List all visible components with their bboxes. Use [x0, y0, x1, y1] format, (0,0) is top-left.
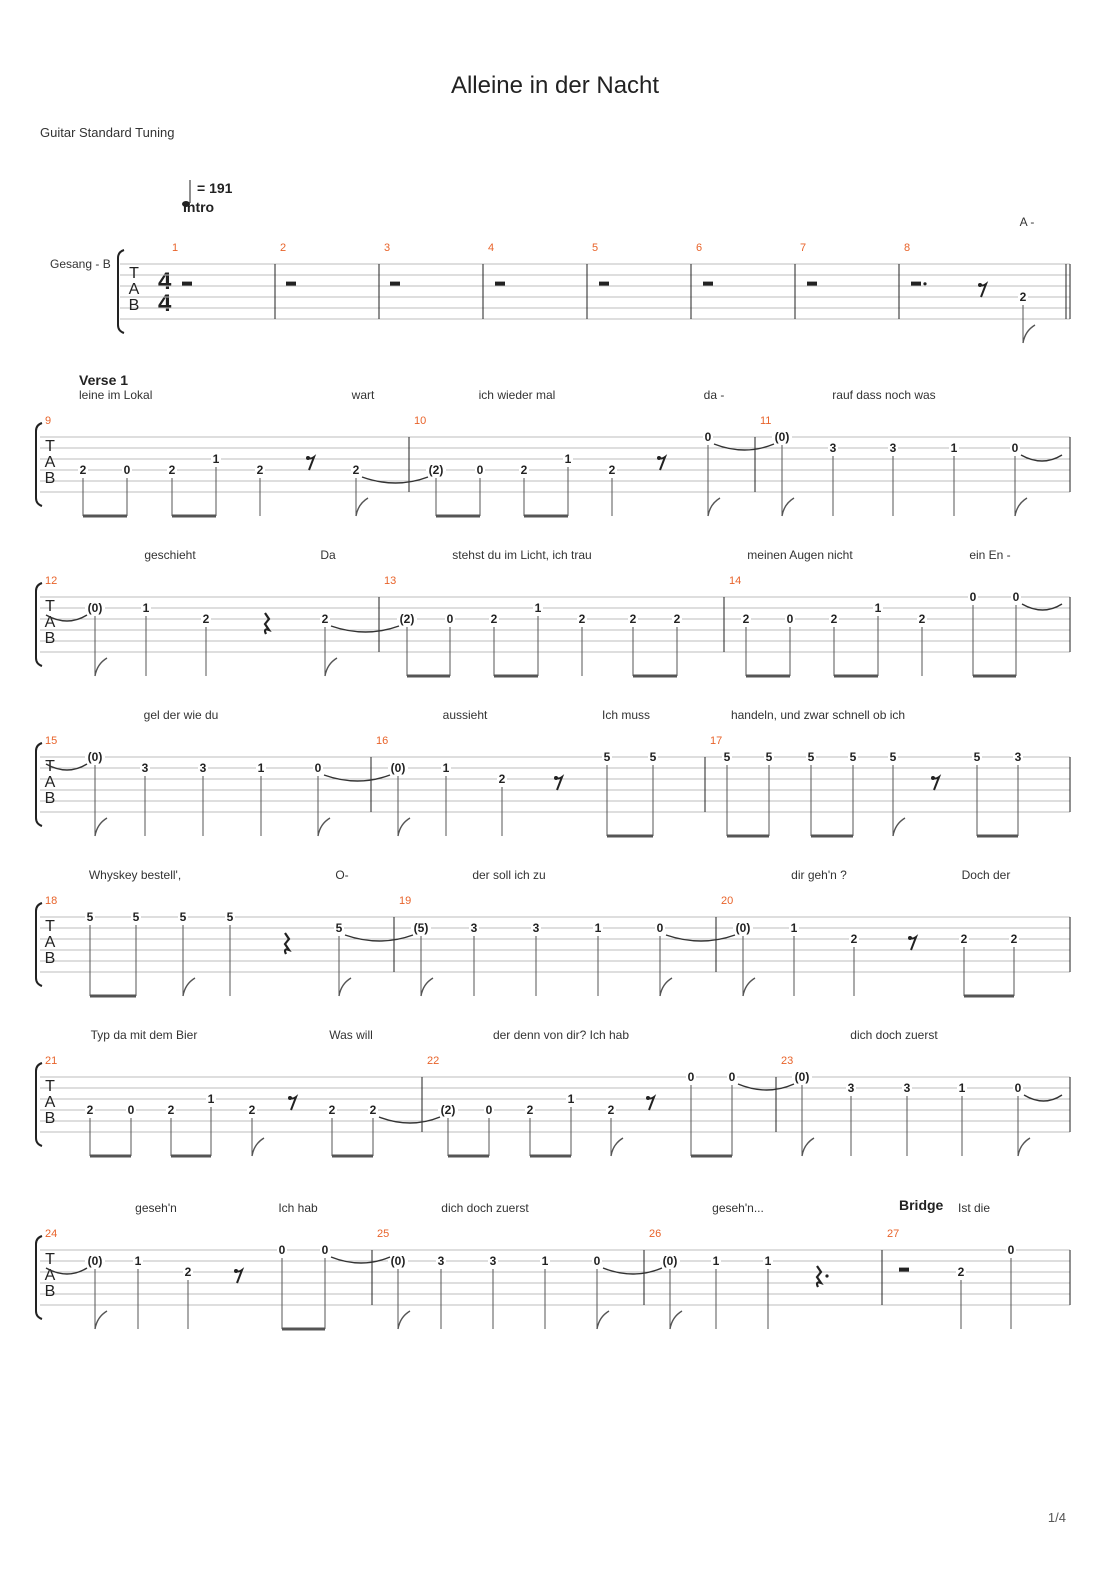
fret-number: 5: [889, 750, 897, 764]
lyric-syllable: aussieht: [442, 708, 488, 722]
fret-number: 2: [830, 612, 838, 626]
fret-number: 0: [656, 921, 664, 935]
fret-number: 2: [957, 1265, 965, 1279]
tie-arc: [331, 626, 399, 632]
lyric-syllable: der denn von dir? Ich hab: [492, 1028, 630, 1042]
fret-number: 1: [790, 921, 798, 935]
fret-number: 3: [829, 441, 837, 455]
fret-number: 3: [532, 921, 540, 935]
fret-number: 0: [1011, 441, 1019, 455]
eighth-rest-dot: [931, 776, 935, 780]
system-bracket: [36, 423, 42, 506]
fret-number: 2: [1019, 290, 1027, 304]
fret-number: 1: [212, 452, 220, 466]
lyric-syllable: Was will: [329, 1028, 373, 1042]
fret-number: 5: [973, 750, 981, 764]
fret-number: 3: [141, 761, 149, 775]
fret-number: 2: [1010, 932, 1018, 946]
tab-clef-letter: A: [44, 774, 56, 791]
fret-number: (0): [87, 601, 103, 615]
track-label: Gesang - B: [50, 257, 111, 271]
lyric-syllable: Ist die: [957, 1201, 991, 1215]
fret-number: 3: [489, 1254, 497, 1268]
measure-number: 10: [414, 415, 427, 427]
eighth-rest-dot: [234, 1269, 238, 1273]
half-rest: [807, 282, 817, 286]
half-rest: [286, 282, 296, 286]
tie-arc: [362, 477, 428, 483]
lyric-syllable: leine im Lokal: [79, 388, 153, 402]
lyric-syllable: Da: [320, 548, 336, 562]
tie-arc: [324, 775, 390, 781]
fret-number: 3: [903, 1081, 911, 1095]
fret-number: 0: [1012, 590, 1020, 604]
eighth-rest-dot: [554, 776, 558, 780]
lyric-syllable: Typ da mit dem Bier: [90, 1028, 198, 1042]
note-flag: [95, 818, 107, 836]
tie-arc: [331, 1257, 390, 1263]
system-bracket: [36, 1236, 42, 1319]
lyric-syllable: dich doch zuerst: [850, 1028, 938, 1042]
fret-number: 0: [476, 463, 484, 477]
fret-number: 2: [168, 463, 176, 477]
lyric-syllable: stehst du im Licht, ich trau: [452, 548, 592, 562]
measure-number: 19: [399, 895, 412, 907]
quarter-rest: [265, 613, 269, 634]
note-flag: [252, 1138, 264, 1156]
fret-number: 1: [142, 601, 150, 615]
quarter-rest: [285, 933, 289, 954]
fret-number: 2: [960, 932, 968, 946]
fret-number: (0): [87, 1254, 103, 1268]
lyric-syllable: Ich muss: [601, 708, 651, 722]
fret-number: 0: [314, 761, 322, 775]
fret-number: 2: [578, 612, 586, 626]
fret-number: (0): [735, 921, 751, 935]
system-bracket: [36, 583, 42, 666]
half-rest: [899, 1268, 909, 1272]
fret-number: 0: [1007, 1243, 1015, 1257]
fret-number: 0: [321, 1243, 329, 1257]
fret-number: 1: [764, 1254, 772, 1268]
measure-number: 15: [45, 735, 58, 747]
measure-number: 21: [45, 1055, 58, 1067]
fret-number: (5): [413, 921, 429, 935]
note-flag: [660, 978, 672, 996]
lyric-syllable: gel der wie du: [143, 708, 219, 722]
section-label-intro: Intro: [183, 199, 215, 215]
fret-number: 1: [950, 441, 958, 455]
tab-clef-letter: T: [45, 1078, 55, 1095]
fret-number: 2: [248, 1103, 256, 1117]
fret-number: 0: [123, 463, 131, 477]
fret-number: 1: [958, 1081, 966, 1095]
tab-clef-letter: B: [44, 630, 56, 647]
fret-number: 2: [369, 1103, 377, 1117]
fret-number: 2: [202, 612, 210, 626]
measure-number: 3: [384, 242, 391, 254]
fret-number: 3: [437, 1254, 445, 1268]
tab-clef-letter: B: [44, 470, 56, 487]
half-rest: [495, 282, 505, 286]
tab-clef-letter: A: [44, 1094, 56, 1111]
fret-number: (2): [428, 463, 444, 477]
note-flag: [708, 498, 720, 516]
tie-arc: [666, 935, 735, 941]
lyric-syllable: meinen Augen nicht: [747, 548, 853, 562]
fret-number: 1: [134, 1254, 142, 1268]
fret-number: 5: [765, 750, 773, 764]
time-signature-top: 4: [158, 268, 172, 295]
fret-number: 5: [723, 750, 731, 764]
fret-number: (2): [440, 1103, 456, 1117]
tie-arc: [345, 935, 413, 941]
system-bracket: [36, 903, 42, 986]
time-signature-bottom: 4: [158, 290, 172, 317]
fret-number: 1: [541, 1254, 549, 1268]
fret-number: 0: [969, 590, 977, 604]
fret-number: 3: [889, 441, 897, 455]
fret-number: 2: [352, 463, 360, 477]
note-flag: [611, 1138, 623, 1156]
fret-number: 5: [649, 750, 657, 764]
fret-number: 5: [226, 910, 234, 924]
lyric-syllable: Ich hab: [278, 1201, 318, 1215]
fret-number: 2: [629, 612, 637, 626]
note-flag: [95, 658, 107, 676]
note-flag: [356, 498, 368, 516]
fret-number: 5: [335, 921, 343, 935]
lyric-syllable: da -: [703, 388, 725, 402]
tab-clef-letter: T: [45, 918, 55, 935]
fret-number: 5: [849, 750, 857, 764]
lyric-syllable: geseh'n: [135, 1201, 177, 1215]
eighth-rest-dot: [978, 283, 982, 287]
measure-number: 24: [45, 1228, 58, 1240]
fret-number: 2: [490, 612, 498, 626]
tie-arc: [1024, 1095, 1062, 1101]
system-bracket: [36, 743, 42, 826]
fret-number: 2: [526, 1103, 534, 1117]
lyric-syllable: ich wieder mal: [478, 388, 556, 402]
quarter-rest: [817, 1266, 821, 1287]
fret-number: (0): [87, 750, 103, 764]
fret-number: (0): [774, 430, 790, 444]
fret-number: 2: [918, 612, 926, 626]
note-flag: [398, 1311, 410, 1329]
measure-number: 11: [760, 415, 772, 427]
fret-number: 1: [442, 761, 450, 775]
fret-number: (0): [794, 1070, 810, 1084]
fret-number: 5: [86, 910, 94, 924]
lyric-syllable: A -: [1019, 215, 1035, 229]
fret-number: 0: [687, 1070, 695, 1084]
note-flag: [421, 978, 433, 996]
fret-number: 2: [184, 1265, 192, 1279]
measure-number: 26: [649, 1228, 662, 1240]
fret-number: (0): [390, 1254, 406, 1268]
measure-number: 13: [384, 575, 397, 587]
measure-number: 8: [904, 242, 911, 254]
fret-number: (0): [662, 1254, 678, 1268]
measure-number: 14: [729, 575, 742, 587]
lyric-syllable: wart: [351, 388, 375, 402]
measure-number: 25: [377, 1228, 390, 1240]
half-rest: [390, 282, 400, 286]
fret-number: 0: [593, 1254, 601, 1268]
note-flag: [743, 978, 755, 996]
section-label-bridge: Bridge: [899, 1197, 944, 1213]
eighth-rest-dot: [657, 456, 661, 460]
tab-clef-letter: B: [128, 297, 140, 314]
tab-clef-letter: B: [44, 1110, 56, 1127]
lyric-syllable: handeln, und zwar schnell ob ich: [730, 708, 906, 722]
note-flag: [782, 498, 794, 516]
fret-number: 0: [728, 1070, 736, 1084]
lyric-syllable: O-: [335, 868, 349, 882]
half-rest: [703, 282, 713, 286]
tab-clef-letter: A: [44, 1267, 56, 1284]
lyric-syllable: geschieht: [144, 548, 196, 562]
fret-number: 0: [446, 612, 454, 626]
fret-number: 0: [786, 612, 794, 626]
fret-number: 0: [278, 1243, 286, 1257]
tuning-label: Guitar Standard Tuning: [40, 125, 175, 140]
measure-number: 12: [45, 575, 58, 587]
measure-number: 20: [721, 895, 734, 907]
system-bracket: [36, 1063, 42, 1146]
measure-number: 5: [592, 242, 599, 254]
fret-number: 2: [742, 612, 750, 626]
tab-clef-letter: A: [128, 281, 140, 298]
fret-number: 5: [603, 750, 611, 764]
tab-clef-letter: B: [44, 950, 56, 967]
lyric-syllable: rauf dass noch was: [832, 388, 936, 402]
note-flag: [1023, 325, 1035, 343]
measure-number: 4: [488, 242, 495, 254]
fret-number: 2: [850, 932, 858, 946]
tab-clef-letter: A: [44, 454, 56, 471]
tab-clef-letter: B: [44, 1283, 56, 1300]
fret-number: 1: [567, 1092, 575, 1106]
rest-dot: [825, 1274, 828, 1277]
page-number: 1/4: [1047, 1510, 1066, 1525]
measure-number: 23: [781, 1055, 794, 1067]
fret-number: 2: [608, 463, 616, 477]
tie-arc: [1021, 455, 1062, 461]
half-rest: [599, 282, 609, 286]
tab-clef-letter: A: [44, 614, 56, 631]
tempo-marking: = 191: [197, 180, 233, 196]
fret-number: 0: [704, 430, 712, 444]
tab-clef-letter: T: [45, 598, 55, 615]
fret-number: 5: [807, 750, 815, 764]
fret-number: 3: [847, 1081, 855, 1095]
song-title: Alleine in der Nacht: [450, 72, 660, 99]
fret-number: 1: [257, 761, 265, 775]
fret-number: 1: [594, 921, 602, 935]
fret-number: 5: [132, 910, 140, 924]
eighth-rest-dot: [306, 456, 310, 460]
note-flag: [339, 978, 351, 996]
measure-number: 16: [376, 735, 389, 747]
note-flag: [183, 978, 195, 996]
fret-number: 0: [1014, 1081, 1022, 1095]
lyric-syllable: Doch der: [961, 868, 1011, 882]
note-flag: [325, 658, 337, 676]
note-flag: [318, 818, 330, 836]
measure-number: 9: [45, 415, 52, 427]
tab-clef-letter: B: [44, 790, 56, 807]
tie-arc: [379, 1117, 440, 1123]
fret-number: 1: [564, 452, 572, 466]
fret-number: 5: [179, 910, 187, 924]
note-flag: [1018, 1138, 1030, 1156]
fret-number: 3: [470, 921, 478, 935]
half-rest: [182, 282, 192, 286]
fret-number: 1: [534, 601, 542, 615]
section-label-verse: Verse 1: [79, 372, 129, 388]
fret-number: 1: [712, 1254, 720, 1268]
fret-number: 2: [321, 612, 329, 626]
fret-number: 1: [874, 601, 882, 615]
measure-number: 1: [172, 242, 179, 254]
tie-arc: [603, 1268, 662, 1274]
measure-number: 22: [427, 1055, 440, 1067]
measure-number: 6: [696, 242, 703, 254]
rest-dot: [923, 282, 926, 285]
fret-number: 2: [328, 1103, 336, 1117]
tab-clef-letter: T: [45, 758, 55, 775]
note-flag: [597, 1311, 609, 1329]
lyric-syllable: dir geh'n ?: [791, 868, 847, 882]
fret-number: 2: [498, 772, 506, 786]
tab-clef-letter: T: [45, 438, 55, 455]
fret-number: 2: [256, 463, 264, 477]
eighth-rest-dot: [288, 1096, 292, 1100]
note-flag: [893, 818, 905, 836]
eighth-rest-dot: [908, 936, 912, 940]
fret-number: 1: [207, 1092, 215, 1106]
tie-arc: [1022, 604, 1062, 610]
fret-number: (2): [399, 612, 415, 626]
fret-number: 2: [167, 1103, 175, 1117]
lyric-syllable: geseh'n...: [712, 1201, 764, 1215]
lyric-syllable: dich doch zuerst: [441, 1201, 529, 1215]
note-flag: [1015, 498, 1027, 516]
tab-clef-letter: A: [44, 934, 56, 951]
tab-clef-letter: T: [129, 265, 139, 282]
fret-number: (0): [390, 761, 406, 775]
fret-number: 3: [1014, 750, 1022, 764]
eighth-rest-dot: [646, 1096, 650, 1100]
note-flag: [398, 818, 410, 836]
fret-number: 2: [607, 1103, 615, 1117]
measure-number: 27: [887, 1228, 900, 1240]
fret-number: 3: [199, 761, 207, 775]
note-flag: [670, 1311, 682, 1329]
note-flag: [95, 1311, 107, 1329]
system-bracket: [118, 250, 124, 333]
lyric-syllable: Whyskey bestell',: [88, 868, 182, 882]
note-flag: [802, 1138, 814, 1156]
fret-number: 2: [86, 1103, 94, 1117]
measure-number: 18: [45, 895, 58, 907]
fret-number: 0: [485, 1103, 493, 1117]
lyric-syllable: der soll ich zu: [472, 868, 546, 882]
tie-arc: [714, 444, 774, 450]
tie-arc: [738, 1084, 794, 1090]
measure-number: 7: [800, 242, 807, 254]
measure-number: 2: [280, 242, 287, 254]
fret-number: 0: [127, 1103, 135, 1117]
fret-number: 2: [520, 463, 528, 477]
fret-number: 2: [79, 463, 87, 477]
half-rest: [911, 282, 921, 286]
measure-number: 17: [710, 735, 723, 747]
lyric-syllable: ein En -: [969, 548, 1011, 562]
tab-clef-letter: T: [45, 1251, 55, 1268]
fret-number: 2: [673, 612, 681, 626]
